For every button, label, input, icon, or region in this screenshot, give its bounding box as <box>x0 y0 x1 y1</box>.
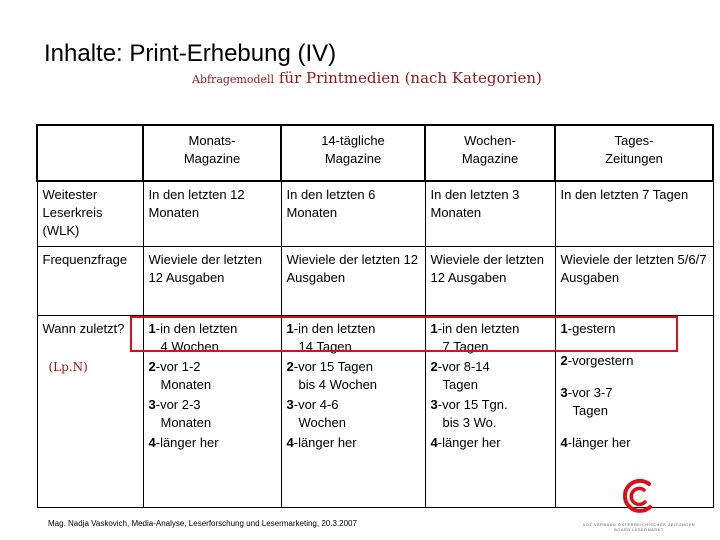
option-number: 2 <box>430 359 438 374</box>
option-text-continued: bis 4 Wochen <box>298 377 378 392</box>
option-text: -vorgestern <box>567 353 634 368</box>
option-number: 2 <box>560 353 568 368</box>
logo-text-line1: VOZ VERBAND ÖSTERREICHISCHER ZEITUNGEN <box>582 522 696 527</box>
table-cell: In den letzten 6 Monaten <box>281 181 425 247</box>
option-number: 1 <box>148 321 156 336</box>
option-text: -länger her <box>293 435 357 450</box>
answer-option <box>149 358 276 394</box>
answer-option <box>431 434 550 452</box>
option-number: 3 <box>286 397 294 412</box>
subtitle-prefix: Abfragemodell <box>192 73 275 86</box>
corner-cell <box>37 125 143 181</box>
table-cell: In den letzten 12 Monaten <box>143 181 281 247</box>
option-number: 4 <box>430 435 438 450</box>
table-cell: In den letzten 7 Tagen <box>555 181 713 247</box>
option-text: -vor 15 Tgn. <box>437 397 508 412</box>
lpn-note: (Lp.N) <box>48 360 88 374</box>
answer-option <box>431 358 550 394</box>
column-header: Tages- Zeitungen <box>555 125 713 181</box>
row-label: Frequenzfrage <box>37 247 143 316</box>
survey-table <box>36 124 714 508</box>
table-cell: Wieviele der letzten 12 Ausgaben <box>281 247 425 316</box>
table-cell <box>425 316 555 508</box>
slide-title: Inhalte: Print-Erhebung (IV) <box>44 40 337 67</box>
footer-credit: Mag. Nadja Vaskovich, Media-Analyse, Leserforschung und Lesermarketing, 20.3.2007 <box>48 519 357 528</box>
option-text: -vor 15 Tagen <box>293 359 373 374</box>
option-text-continued: 7 Tagen <box>442 339 489 354</box>
option-number: 4 <box>286 435 294 450</box>
answer-option <box>149 434 276 452</box>
option-text: -vor 1-2 <box>155 359 201 374</box>
option-text: -in den letzten <box>437 321 520 336</box>
voz-logo <box>566 476 712 538</box>
table-header-row <box>37 125 713 181</box>
answer-option <box>561 320 708 338</box>
option-text: -gestern <box>567 321 616 336</box>
answer-option <box>287 320 420 356</box>
table-row <box>37 247 713 316</box>
table-cell: Wieviele der letzten 12 Ausgaben <box>425 247 555 316</box>
option-text-continued: 14 Tagen <box>298 339 352 354</box>
row-label: Wann zuletzt? <box>42 321 125 336</box>
option-number: 2 <box>148 359 156 374</box>
table-cell <box>281 316 425 508</box>
option-number: 3 <box>430 397 438 412</box>
answer-option <box>287 396 420 432</box>
option-number: 4 <box>560 435 568 450</box>
answer-option <box>149 396 276 432</box>
answer-option <box>431 396 550 432</box>
option-text: -vor 3-7 <box>567 385 613 400</box>
slide-subtitle <box>192 68 542 90</box>
option-text: -in den letzten <box>293 321 376 336</box>
option-text: -vor 4-6 <box>293 397 339 412</box>
option-text: -länger her <box>155 435 219 450</box>
option-text-continued: Monaten <box>160 415 212 430</box>
column-header: Wochen- Magazine <box>425 125 555 181</box>
option-number: 2 <box>286 359 294 374</box>
option-text-continued: Wochen <box>298 415 346 430</box>
option-text-continued: 4 Wochen <box>160 339 219 354</box>
option-number: 1 <box>560 321 568 336</box>
answer-option <box>561 352 708 370</box>
option-number: 3 <box>148 397 156 412</box>
option-text: -vor 8-14 <box>437 359 490 374</box>
table-cell: Wieviele der letzten 5/6/7 Ausgaben <box>555 247 713 316</box>
option-text-continued: bis 3 Wo. <box>442 415 497 430</box>
table-cell: In den letzten 3 Monaten <box>425 181 555 247</box>
answer-option <box>287 358 420 394</box>
subtitle-main: für Printmedien (nach Kategorien) <box>278 69 542 87</box>
option-text-continued: Tagen <box>442 377 478 392</box>
option-text: -länger her <box>567 435 631 450</box>
voz-logo-icon <box>619 476 659 516</box>
option-number: 3 <box>560 385 568 400</box>
table-cell: Wieviele der letzten 12 Ausgaben <box>143 247 281 316</box>
logo-text-line2: BOARD LESERMARKT <box>614 527 664 532</box>
table-row <box>37 181 713 247</box>
column-header: 14-tägliche Magazine <box>281 125 425 181</box>
table-cell <box>143 316 281 508</box>
option-text-continued: Tagen <box>572 403 608 418</box>
answer-option <box>287 434 420 452</box>
column-header: Monats- Magazine <box>143 125 281 181</box>
answer-option <box>149 320 276 356</box>
answer-option <box>431 320 550 356</box>
answer-option <box>561 384 708 420</box>
option-number: 1 <box>286 321 294 336</box>
row-label: Weitester Leserkreis (WLK) <box>37 181 143 247</box>
option-number: 4 <box>148 435 156 450</box>
option-text-continued: Monaten <box>160 377 212 392</box>
option-text: -vor 2-3 <box>155 397 201 412</box>
option-number: 1 <box>430 321 438 336</box>
logo-text <box>570 522 709 532</box>
row-label-cell <box>37 316 143 508</box>
answer-option <box>561 434 708 452</box>
option-text: -länger her <box>437 435 501 450</box>
option-text: -in den letzten <box>155 321 238 336</box>
